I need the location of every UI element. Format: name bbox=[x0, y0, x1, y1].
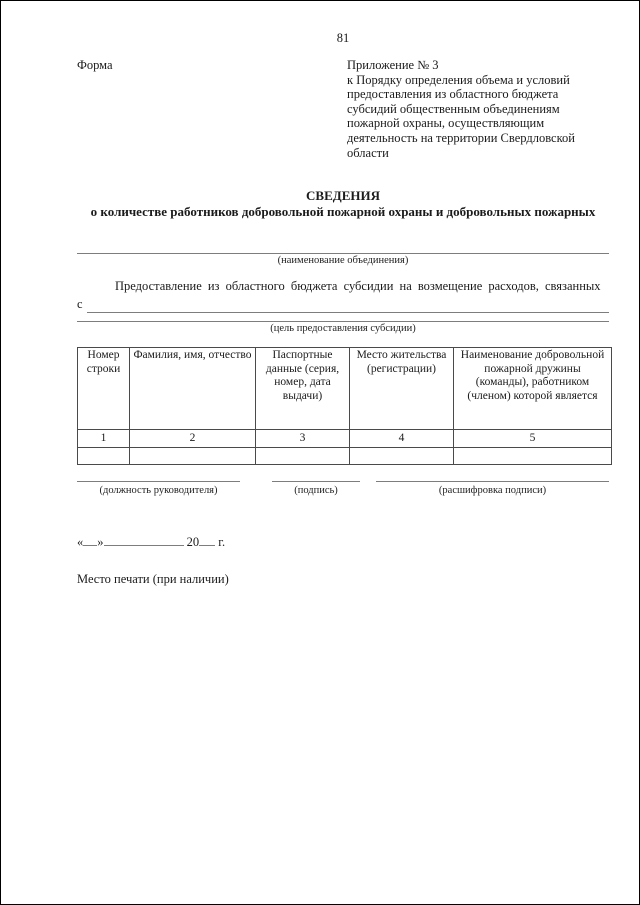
appendix-line: субсидий общественным объединениям bbox=[347, 101, 560, 116]
signature-sign-line bbox=[272, 481, 360, 482]
association-name-blank-line bbox=[77, 240, 609, 254]
signature-transcript-line bbox=[376, 481, 609, 482]
numbering-cell: 5 bbox=[454, 430, 612, 448]
empty-cell bbox=[256, 448, 350, 465]
date-year-suffix: г. bbox=[218, 535, 226, 550]
signature-transcript-caption: (расшифровка подписи) bbox=[438, 485, 547, 497]
purpose-field bbox=[77, 321, 609, 335]
signature-position-field bbox=[77, 481, 240, 497]
appendix-line: Приложение № 3 bbox=[347, 58, 439, 72]
seal-note: Место печати (при наличии) bbox=[77, 572, 229, 587]
col-header-passport-data: Паспортные данные (серия, номер, дата выдачи) bbox=[256, 348, 350, 430]
association-name-field bbox=[77, 240, 609, 267]
date-field bbox=[77, 533, 609, 550]
appendix-line: области bbox=[347, 145, 389, 160]
association-name-caption: (наименование объединения) bbox=[277, 255, 409, 267]
date-day-blank bbox=[83, 533, 97, 546]
numbering-cell: 1 bbox=[78, 430, 130, 448]
workers-table bbox=[77, 347, 612, 465]
numbering-cell: 3 bbox=[256, 430, 350, 448]
appendix-line: пожарной охраны, осуществляющим bbox=[347, 116, 545, 131]
table-numbering-row bbox=[78, 430, 612, 448]
appendix-line: предоставления из областного бюджета bbox=[347, 87, 559, 102]
date-year-prefix: 20 bbox=[186, 535, 200, 550]
table-empty-row bbox=[78, 448, 612, 465]
numbering-cell: 2 bbox=[130, 430, 256, 448]
purpose-blank-line-1 bbox=[87, 297, 609, 313]
title-subheading: о количестве работников добровольной пожарной охраны и добровольных пожарных bbox=[90, 204, 596, 220]
signature-position-line bbox=[77, 481, 240, 482]
signature-position-caption: (должность руководителя) bbox=[99, 485, 218, 497]
empty-cell bbox=[78, 448, 130, 465]
col-header-residence: Место жительства (регистрации) bbox=[350, 348, 454, 430]
signature-row bbox=[77, 481, 609, 497]
empty-cell bbox=[454, 448, 612, 465]
empty-cell bbox=[350, 448, 454, 465]
paragraph-prefix: с bbox=[77, 297, 83, 312]
document-title bbox=[77, 188, 609, 220]
table-header-row bbox=[78, 348, 612, 430]
numbering-cell: 4 bbox=[350, 430, 454, 448]
col-header-brigade-name: Наименование добровольной пожарной дружины (команды), работником (членом) которой является bbox=[454, 348, 612, 430]
date-close-quote: » bbox=[97, 535, 104, 550]
purpose-caption: (цель предоставления субсидии) bbox=[270, 323, 416, 335]
date-year-blank bbox=[199, 533, 215, 546]
page-number: 81 bbox=[336, 31, 350, 45]
appendix-block bbox=[347, 58, 609, 160]
appendix-line: к Порядку определения объема и условий bbox=[347, 72, 570, 87]
header-row bbox=[77, 58, 609, 160]
form-label: Форма bbox=[77, 58, 113, 72]
title-heading: СВЕДЕНИЯ bbox=[306, 188, 380, 204]
signature-transcript-field bbox=[376, 481, 609, 497]
date-open-quote: « bbox=[77, 535, 84, 550]
subsidy-paragraph bbox=[77, 277, 609, 313]
date-month-blank bbox=[104, 533, 184, 546]
appendix-line: деятельность на территории Свердловской bbox=[347, 130, 575, 145]
empty-cell bbox=[130, 448, 256, 465]
col-header-full-name: Фамилия, имя, отчество bbox=[130, 348, 256, 430]
signature-sign-caption: (подпись) bbox=[294, 485, 338, 497]
col-header-row-number: Номер строки bbox=[78, 348, 130, 430]
paragraph-text: Предоставление из областного бюджета субсидии на возмещение расходов, связанных bbox=[115, 279, 601, 294]
paragraph-continuation bbox=[77, 295, 609, 313]
signature-sign-field bbox=[272, 481, 360, 497]
